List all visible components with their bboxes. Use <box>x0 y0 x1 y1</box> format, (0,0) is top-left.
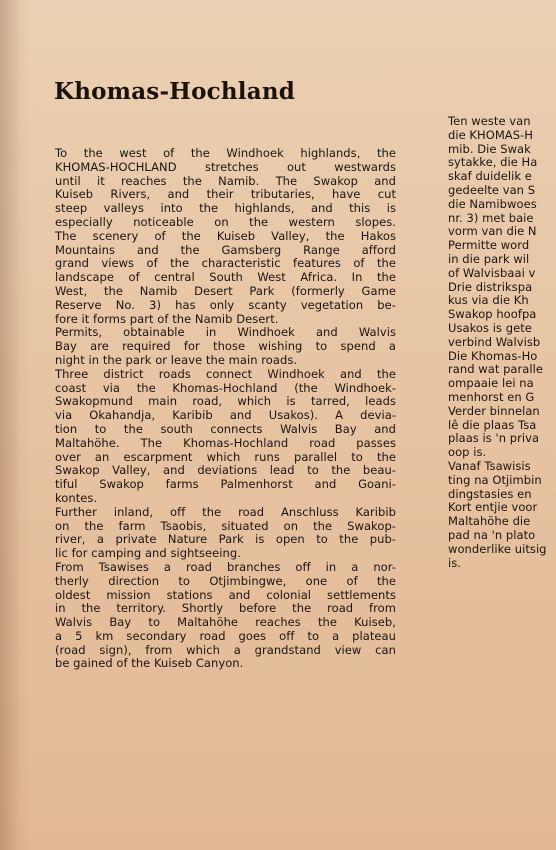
english-text-line: To the west of the Windhoek highlands, the <box>55 146 396 160</box>
english-text-line: Three district roads connect Windhoek and the <box>55 366 396 381</box>
afrikaans-text-line: oop is. <box>448 445 487 460</box>
afrikaans-text-line: Kort entjie voor <box>448 500 538 515</box>
afrikaans-text-line: Swakop hoofpa <box>448 307 537 322</box>
afrikaans-text-line: nr. 3) met baie <box>448 210 534 225</box>
afrikaans-text-line: pad na 'n plato <box>448 527 536 542</box>
english-text-line: tiful Swakop farms Palmenhorst and Goani- <box>55 477 396 492</box>
english-text-line: via Okahandja, Karibib and Usakos). A devia- <box>55 408 396 423</box>
english-text-line: especially noticeable on the western slopes. <box>55 214 396 229</box>
english-text-line: Kuiseb Rivers, and their tributaries, have cut <box>55 187 396 202</box>
afrikaans-text-line: Permitte word <box>448 238 530 253</box>
afrikaans-text-line: rand wat paralle <box>448 362 544 377</box>
english-text-line: on the farm Tsaobis, situated on the Swakop- <box>55 518 396 533</box>
english-text-line: night in the park or leave the main roads. <box>55 352 298 367</box>
afrikaans-text-line: ting na Otjimbin <box>448 472 542 487</box>
afrikaans-text-line: lê die plaas Tsa <box>448 417 537 432</box>
english-text-line: Walvis Bay to Maltahöhe reaches the Kuiseb, <box>55 615 396 630</box>
english-text-column <box>55 147 396 671</box>
afrikaans-text-line: Die Khomas-Ho <box>448 348 538 363</box>
afrikaans-text-line: mib. Die Swak <box>448 141 531 156</box>
afrikaans-text-line: plaas is 'n priva <box>448 431 540 446</box>
afrikaans-text-line: Usakos is gete <box>448 320 532 335</box>
afrikaans-text-line: Drie distrikspa <box>448 279 533 294</box>
english-text-line: over an escarpment which runs parallel to the <box>55 449 396 464</box>
english-text-line: coast via the Khomas-Hochland (the Windhoek- <box>55 380 396 395</box>
english-text-line: (road sign), from which a grandstand view can <box>55 642 396 657</box>
afrikaans-text-line: in die park wil <box>448 251 530 266</box>
afrikaans-text-line: wonderlike uitsig <box>448 541 547 556</box>
afrikaans-text-line: Ten weste van <box>448 115 531 128</box>
english-text-line: in the territory. Shortly before the road from <box>55 601 396 616</box>
english-text-line: be gained of the Kuiseb Canyon. <box>55 656 244 671</box>
english-text-line: landscape of central South West Africa. In the <box>55 270 396 285</box>
afrikaans-text-line: of Walvisbaai v <box>448 265 536 280</box>
afrikaans-text-column <box>448 115 556 570</box>
english-text-line: Reserve No. 3) has only scanty vegetation be- <box>55 297 396 312</box>
afrikaans-text-line: Vanaf Tsawisis <box>448 458 531 473</box>
english-text-line: The scenery of the Kuiseb Valley, the Hakos <box>55 228 396 243</box>
english-text-line: steep valleys into the highlands, and this is <box>55 201 396 216</box>
english-text-line: fore it forms part of the Namib Desert. <box>55 311 279 326</box>
afrikaans-text-line: skaf duidelik e <box>448 169 532 184</box>
afrikaans-text-line: vorm van die N <box>448 224 537 239</box>
afrikaans-text-line: dingstasies en <box>448 486 532 501</box>
afrikaans-text-line: die Namibwoes <box>448 196 537 211</box>
english-text-line: Swakop Valley, and deviations lead to the beau- <box>55 463 396 478</box>
afrikaans-text-line: ompaaie lei na <box>448 376 534 391</box>
page-title: Khomas-Hochland <box>54 78 296 105</box>
afrikaans-text-line: Verder binnelan <box>448 403 540 418</box>
afrikaans-text-line: die KHOMAS-H <box>448 127 533 142</box>
english-text-line: lic for camping and sightseeing. <box>55 546 241 561</box>
english-text-line: tion to the south connects Walvis Bay and <box>55 421 396 436</box>
english-text-line: Swakopmund main road, which is tarred, leads <box>55 394 396 409</box>
afrikaans-text-line: Maltahöhe die <box>448 514 531 529</box>
english-text-line: Further inland, off the road Anschluss Karibib <box>55 504 396 519</box>
english-text-line: grand views of the characteristic features of the <box>55 256 396 271</box>
english-text-line: Maltahöhe. The Khomas-Hochland road passes <box>55 435 396 450</box>
english-text-line: West, the Namib Desert Park (formerly Game <box>55 283 396 298</box>
english-text-line: Mountains and the Gamsberg Range afford <box>55 242 396 257</box>
afrikaans-text-line: is. <box>448 555 461 570</box>
afrikaans-text-line: verbind Walvisb <box>448 334 541 349</box>
english-text-line: river, a private Nature Park is open to the pub- <box>55 532 396 547</box>
afrikaans-text-line: menhorst en G <box>448 389 535 404</box>
page-edge-shadow <box>0 0 22 850</box>
afrikaans-text-line: kus via die Kh <box>448 293 529 308</box>
english-text-line: oldest mission stations and colonial settlements <box>55 587 396 602</box>
afrikaans-text-line: gedeelte van S <box>448 182 536 197</box>
english-text-line: From Tsawises a road branches off in a nor- <box>55 559 396 574</box>
afrikaans-text-line: sytakke, die Ha <box>448 155 538 170</box>
english-text-line: Permits, obtainable in Windhoek and Walvis <box>55 325 396 340</box>
english-text-line: therly direction to Otjimbingwe, one of the <box>55 573 396 588</box>
english-text-line: kontes. <box>55 490 98 505</box>
english-text-line: Bay are required for those wishing to spend a <box>55 339 396 354</box>
english-text-line: KHOMAS-HOCHLAND stretches out westwards <box>55 159 396 174</box>
english-text-line: until it reaches the Namib. The Swakop and <box>55 173 396 188</box>
english-text-line: a 5 km secondary road goes off to a plateau <box>55 628 396 643</box>
